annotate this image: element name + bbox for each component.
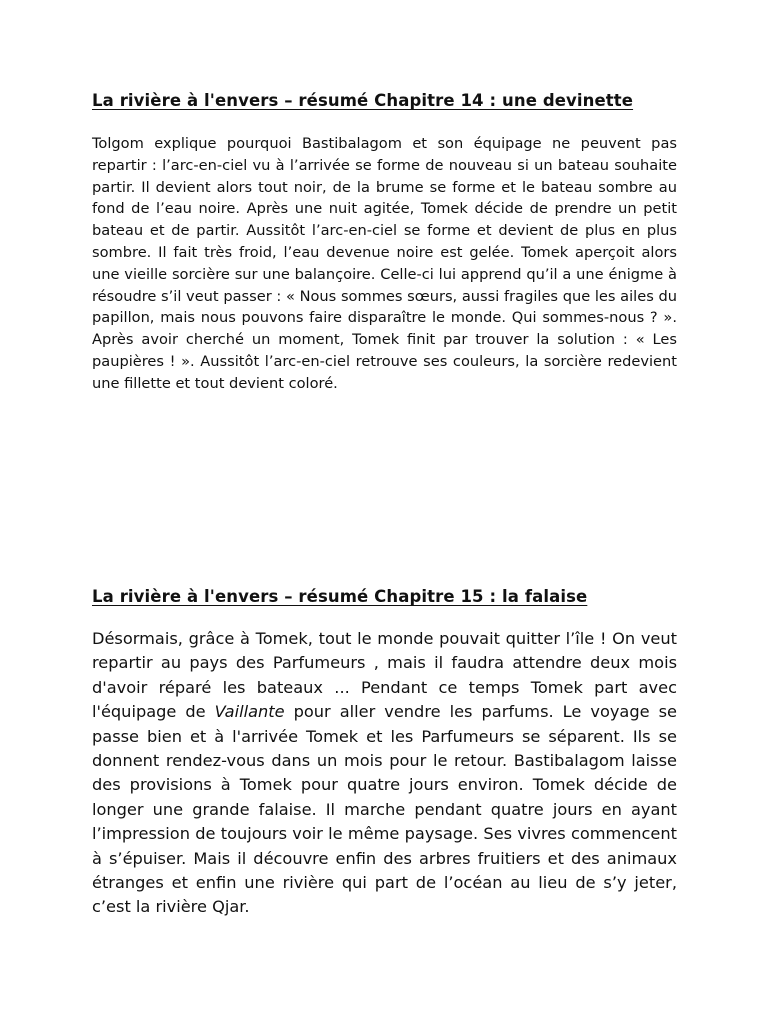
- boat-name: Vaillante: [214, 702, 285, 722]
- chapter-14-summary: [92, 89, 677, 409]
- chapter-15-summary: [92, 585, 677, 936]
- chapter-15-title: La rivière à l'envers – résumé Chapitre 15 : la falaise: [92, 587, 588, 606]
- chapter-14-title: La rivière à l'envers – résumé Chapitre 14 : une devinette: [92, 91, 634, 110]
- chapter-15-paragraph-part1: Désormais, grâce à Tomek, tout le monde pouvait quitter l’île ! On veut repartir au pays des Parfumeurs , mais il faudra attendre deux mois d'avoir réparé les bateaux ... Pendant ce temps Tomek part avec l'équipage de: [92, 629, 677, 722]
- chapter-14-paragraph: Tolgom explique pourquoi Bastibalagom et son équipage ne peuvent pas repartir : l’arc-en-ciel vu à l’arrivée se forme de nouveau si un bateau souhaite partir. Il devient alors tout noir, de la brume se forme et le bateau sombre au fond de l’eau noire. Après une nuit agitée, Tomek décide de prendre un petit bateau et de partir. Aussitôt l’arc-en-ciel se forme et devient de plus en plus sombre. Il fait très froid, l’eau devenue noire est gelée. Tomek aperçoit alors une vieille sorcière sur une balançoire. Celle-ci lui apprend qu’il a une énigme à résoudre s’il veut passer : « Nous sommes sœurs, aussi fragiles que les ailes du papillon, mais nous pouvons faire disparaître le monde. Qui sommes-nous ? ». Après avoir cherché un moment, Tomek finit par trouver la solution : « Les paupières ! ». Aussitôt l’arc-en-ciel retrouve ses couleurs, la sorcière redevient une fillette et tout devient coloré.: [92, 135, 677, 392]
- chapter-15-paragraph: [92, 627, 677, 920]
- chapter-15-paragraph-part2: pour aller vendre les parfums. Le voyage se passe bien et à l'arrivée Tomek et les Parfumeurs se séparent. Ils se donnent rendez-vous dans un mois pour le retour. Bastibalagom laisse des provisions à Tomek pour quatre jours environ. Tomek décide de longer une grande falaise. Il marche pendant quatre jours en ayant l’impression de toujours voir le même paysage. Ses vivres commencent à s’épuiser. Mais il découvre enfin des arbres fruitiers et des animaux étranges et enfin une rivière qui part de l’océan au lieu de s’y jeter, c’est la rivière Qjar.: [92, 702, 677, 917]
